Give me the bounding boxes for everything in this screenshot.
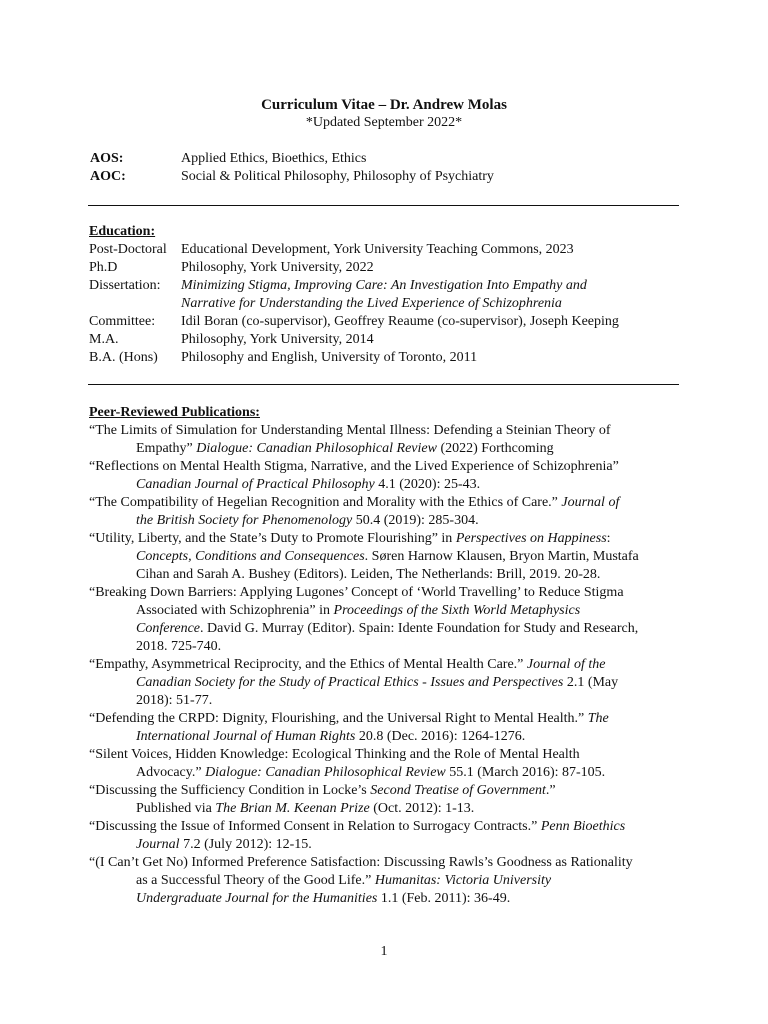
publication-line: “(I Can’t Get No) Informed Preference Satisfaction: Discussing Rawls’s Goodness as Rationality	[89, 855, 633, 870]
dissertation-title-line: Minimizing Stigma, Improving Care: An Investigation Into Empathy and	[181, 278, 587, 293]
publications-heading: Peer-Reviewed Publications:	[89, 405, 260, 420]
education-label: Ph.D	[89, 260, 118, 275]
publication-line: “Utility, Liberty, and the State’s Duty to Promote Flourishing” in Perspectives on Happiness:	[89, 531, 611, 546]
publication-entry	[89, 746, 689, 782]
education-label: Dissertation:	[89, 278, 161, 293]
education-label: M.A.	[89, 332, 119, 347]
aoc-value: Social & Political Philosophy, Philosophy of Psychiatry	[181, 169, 494, 184]
education-value: Philosophy and English, University of Toronto, 2011	[181, 350, 478, 365]
education-label: B.A. (Hons)	[89, 350, 158, 365]
education-label: Committee:	[89, 314, 156, 329]
publication-line: “Empathy, Asymmetrical Reciprocity, and the Ethics of Mental Health Care.” Journal of the	[89, 657, 606, 672]
aoc-label: AOC:	[90, 169, 126, 184]
publication-line: Published via The Brian M. Keenan Prize (Oct. 2012): 1-13.	[136, 801, 475, 816]
publication-entry	[89, 818, 689, 854]
publication-entry	[89, 530, 689, 584]
publication-line: the British Society for Phenomenology 50.4 (2019): 285-304.	[136, 513, 479, 528]
publication-entry	[89, 782, 689, 818]
publication-line: Cihan and Sarah A. Bushey (Editors). Leiden, The Netherlands: Brill, 2019. 20-28.	[136, 567, 601, 582]
publication-entry	[89, 854, 689, 908]
publication-line: 2018. 725-740.	[136, 639, 222, 654]
publication-line: as a Successful Theory of the Good Life.” Humanitas: Victoria University	[136, 873, 552, 888]
page-number: 1	[380, 944, 388, 959]
aos-label: AOS:	[90, 151, 124, 166]
publication-line: “Reflections on Mental Health Stigma, Narrative, and the Lived Experience of Schizophrenia”	[89, 459, 619, 474]
publication-line: “The Compatibility of Hegelian Recognition and Morality with the Ethics of Care.” Journal of	[89, 495, 620, 510]
publication-line: 2018): 51-77.	[136, 693, 213, 708]
publication-entry	[89, 458, 689, 494]
education-value: Philosophy, York University, 2022	[181, 260, 374, 275]
cv-title: Curriculum Vitae – Dr. Andrew Molas	[261, 97, 507, 113]
education-heading: Education:	[89, 224, 156, 239]
publication-line: Undergraduate Journal for the Humanities 1.1 (Feb. 2011): 36-49.	[136, 891, 511, 906]
dissertation-title-line: Narrative for Understanding the Lived Experience of Schizophrenia	[181, 296, 562, 311]
updated-note: *Updated September 2022*	[305, 115, 463, 130]
publication-line: Concepts, Conditions and Consequences. Søren Harnow Klausen, Bryon Martin, Mustafa	[136, 549, 639, 564]
publication-line: Conference. David G. Murray (Editor). Spain: Idente Foundation for Study and Research,	[136, 621, 639, 636]
publication-line: “Silent Voices, Hidden Knowledge: Ecological Thinking and the Role of Mental Health	[89, 747, 580, 762]
aos-value: Applied Ethics, Bioethics, Ethics	[181, 151, 367, 166]
education-value: Educational Development, York University Teaching Commons, 2023	[181, 242, 574, 257]
publication-line: Journal 7.2 (July 2012): 12-15.	[136, 837, 312, 852]
publication-line: Canadian Journal of Practical Philosophy 4.1 (2020): 25-43.	[136, 477, 481, 492]
publication-line: Associated with Schizophrenia” in Proceedings of the Sixth World Metaphysics	[136, 603, 581, 618]
section-divider	[88, 384, 679, 385]
publication-line: International Journal of Human Rights 20.8 (Dec. 2016): 1264-1276.	[136, 729, 526, 744]
publication-line: “The Limits of Simulation for Understanding Mental Illness: Defending a Steinian Theory of	[89, 423, 611, 438]
education-value: Philosophy, York University, 2014	[181, 332, 374, 347]
publication-line: Advocacy.” Dialogue: Canadian Philosophical Review 55.1 (March 2016): 87-105.	[136, 765, 606, 780]
publication-line: “Defending the CRPD: Dignity, Flourishing, and the Universal Right to Mental Health.” The	[89, 711, 609, 726]
publication-entry	[89, 656, 689, 710]
publication-list	[89, 422, 689, 908]
education-label: Post-Doctoral	[89, 242, 167, 257]
publication-line: “Discussing the Sufficiency Condition in Locke’s Second Treatise of Government.”	[89, 783, 556, 798]
education-value: Idil Boran (co-supervisor), Geoffrey Reaume (co-supervisor), Joseph Keeping	[181, 314, 619, 329]
publication-entry	[89, 710, 689, 746]
section-divider	[88, 205, 679, 206]
publication-line: Canadian Society for the Study of Practical Ethics - Issues and Perspectives 2.1 (May	[136, 675, 619, 690]
publication-line: Empathy” Dialogue: Canadian Philosophical Review (2022) Forthcoming	[136, 441, 554, 456]
publication-entry	[89, 584, 689, 656]
publication-entry	[89, 494, 689, 530]
publication-line: “Discussing the Issue of Informed Consent in Relation to Surrogacy Contracts.” Penn Bioethics	[89, 819, 626, 834]
publication-entry	[89, 422, 689, 458]
publication-line: “Breaking Down Barriers: Applying Lugones’ Concept of ‘World Travelling’ to Reduce Stigma	[89, 585, 624, 600]
